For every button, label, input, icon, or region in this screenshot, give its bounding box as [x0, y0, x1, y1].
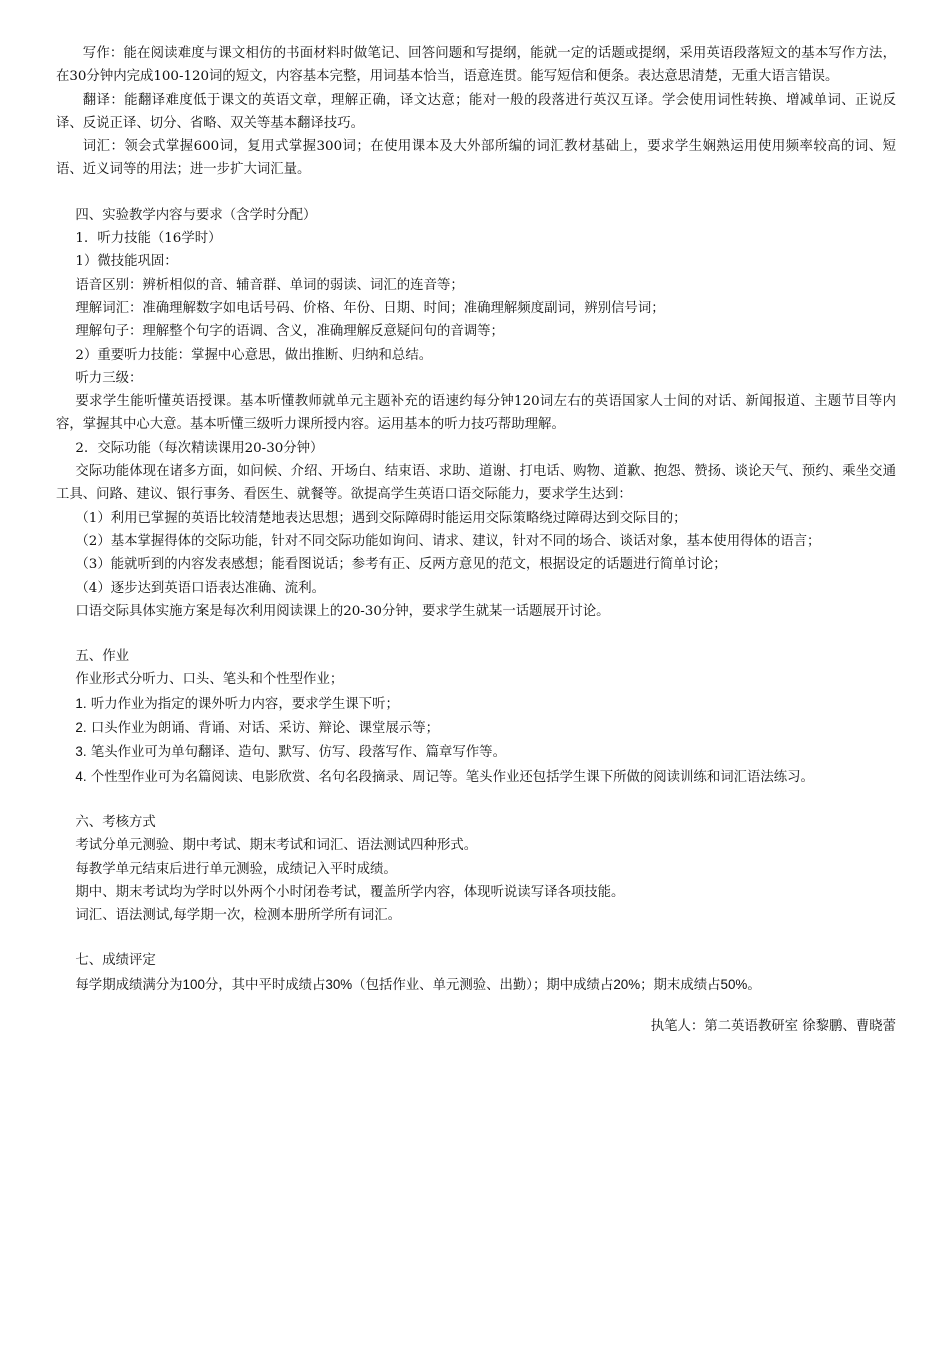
item-text: 口头作业为朗诵、背诵、对话、采访、辩论、课堂展示等； — [86, 721, 440, 737]
section-4-line: （2）基本掌握得体的交际功能，针对不同交际功能如询问、请求、建议，针对不同的场合、谈话对象，基本使用得体的语言； — [75, 533, 821, 549]
section-5 — [56, 645, 896, 789]
section-4-line: （3）能就听到的内容发表感想；能看图说话；参考有正、反两方意见的范文，根据设定的话题进行简单讨论； — [75, 557, 727, 573]
para-vocabulary: 词汇：领会式掌握600词，复用式掌握300词；在使用课本及大外部所编的词汇教材基础上，要求学生娴熟运用使用频率较高的词、短语、近义词等的用法；进一步扩大词汇量。 — [56, 139, 896, 178]
section-4-line: 交际功能体现在诸多方面，如问候、介绍、开场白、结束语、求助、道谢、打电话、购物、道歉、抱怨、赞扬、谈论天气、预约、乘坐交通工具、问路、建议、银行事务、看医生、就餐等。欲提高学生英语口语交际能力，要求学生达到： — [56, 464, 896, 503]
section-4-line: （4）逐步达到英语口语表达准确、流利。 — [75, 580, 325, 596]
section-4-line: 1．听力技能（16学时） — [75, 231, 222, 247]
item-text: 听力作业为指定的课外听力内容，要求学生课下听； — [86, 696, 399, 712]
grading-text: （包括作业、单元测验、出勤）；期中成绩占 — [352, 977, 614, 993]
section-4-title: 四、实验教学内容与要求（含学时分配） — [75, 207, 317, 223]
para-writing: 写作：能在阅读难度与课文相仿的书面材料时做笔记、回答问题和写提纲，能就一定的话题或提纲，采用英语段落短文的基本写作方法，在30分钟内完成100-120词的短文，内容基本完整，用词基本恰当，语意连贯。能写短信和便条。表达意思清楚，无重大语言错误。 — [56, 46, 896, 85]
section-6-line: 词汇、语法测试,每学期一次，检测本册所学所有词汇。 — [75, 908, 402, 924]
homework-item — [56, 716, 896, 740]
grading-text: 。 — [747, 977, 761, 993]
section-4-line: 要求学生能听懂英语授课。基本听懂教师就单元主题补充的语速约每分钟120词左右的英语国家人士间的对话、新闻报道、主题节目等内容，掌握其中心大意。基本听懂三级听力课所授内容。运用基本的听力技巧帮助理解。 — [56, 394, 896, 433]
section-4 — [56, 204, 896, 623]
regular-score-value: 30% — [325, 976, 353, 992]
section-4-line: 语音区别：辨析相似的音、辅音群、单词的弱读、词汇的连音等； — [75, 277, 464, 293]
grading-text: ；期末成绩占 — [640, 977, 721, 993]
section-6-line: 每教学单元结束后进行单元测验，成绩记入平时成绩。 — [75, 861, 397, 877]
item-number: 3. — [75, 744, 87, 760]
homework-item — [56, 740, 896, 764]
midterm-score-value: 20% — [613, 976, 641, 992]
final-score-value: 50% — [720, 976, 748, 992]
grading-text: 分，其中平时成绩占 — [204, 977, 326, 993]
section-5-title: 五、作业 — [75, 649, 129, 665]
section-6-title: 六、考核方式 — [75, 814, 156, 830]
section-4-line: 1）微技能巩固： — [75, 254, 178, 270]
section-4-line: 理解句子：理解整个句字的语调、含义，准确理解反意疑问句的音调等； — [75, 324, 504, 340]
section-6-line: 考试分单元测验、期中考试、期末考试和词汇、语法测试四种形式。 — [75, 838, 478, 854]
full-score-value: 100 — [182, 976, 205, 992]
grading-line — [56, 973, 896, 997]
section-4-line: 理解词汇：准确理解数字如电话号码、价格、年份、日期、时间；准确理解频度副词，辨别信号词； — [75, 300, 665, 316]
item-text: 个性型作业可为名篇阅读、电影欣赏、名句名段摘录、周记等。笔头作业还包括学生课下所做的阅读训练和词汇语法练习。 — [86, 769, 814, 785]
grading-text: 每学期成绩满分为 — [75, 977, 183, 993]
section-4-line: 2）重要听力技能：掌握中心意思，做出推断、归纳和总结。 — [75, 347, 433, 363]
section-4-line: 口语交际具体实施方案是每次利用阅读课上的20-30分钟，要求学生就某一话题展开讨论。 — [75, 603, 610, 619]
item-text: 笔头作业可为单句翻译、造句、默写、仿写、段落写作、篇章写作等。 — [86, 745, 506, 761]
section-4-line: 2．交际功能（每次精读课用20-30分钟） — [75, 440, 324, 456]
document-page — [56, 42, 896, 1038]
homework-item — [56, 765, 896, 789]
section-6-line: 期中、期末考试均为学时以外两个小时闭卷考试，覆盖所学内容，体现听说读写译各项技能。 — [75, 884, 625, 900]
homework-item — [56, 692, 896, 716]
section-4-line: 听力三级： — [75, 370, 143, 386]
para-translation: 翻译：能翻译难度低于课文的英语文章，理解正确，译文达意；能对一般的段落进行英汉互译。学会使用词性转换、增减单词、正说反译、反说正译、切分、省略、双关等基本翻译技巧。 — [56, 92, 896, 131]
section-7 — [56, 949, 896, 997]
item-number: 1. — [75, 695, 87, 711]
item-number: 4. — [75, 768, 87, 784]
section-6 — [56, 811, 896, 927]
item-number: 2. — [75, 720, 87, 736]
section-4-line: （1）利用已掌握的英语比较清楚地表达思想；遇到交际障碍时能运用交际策略绕过障碍达到交际目的； — [75, 510, 687, 526]
section-5-line: 作业形式分听力、口头、笔头和个性型作业； — [75, 672, 344, 688]
section-7-title: 七、成绩评定 — [75, 953, 156, 969]
author-signature: 执笔人：第二英语教研室 徐黎鹏、曹晓蕾 — [650, 1018, 896, 1034]
